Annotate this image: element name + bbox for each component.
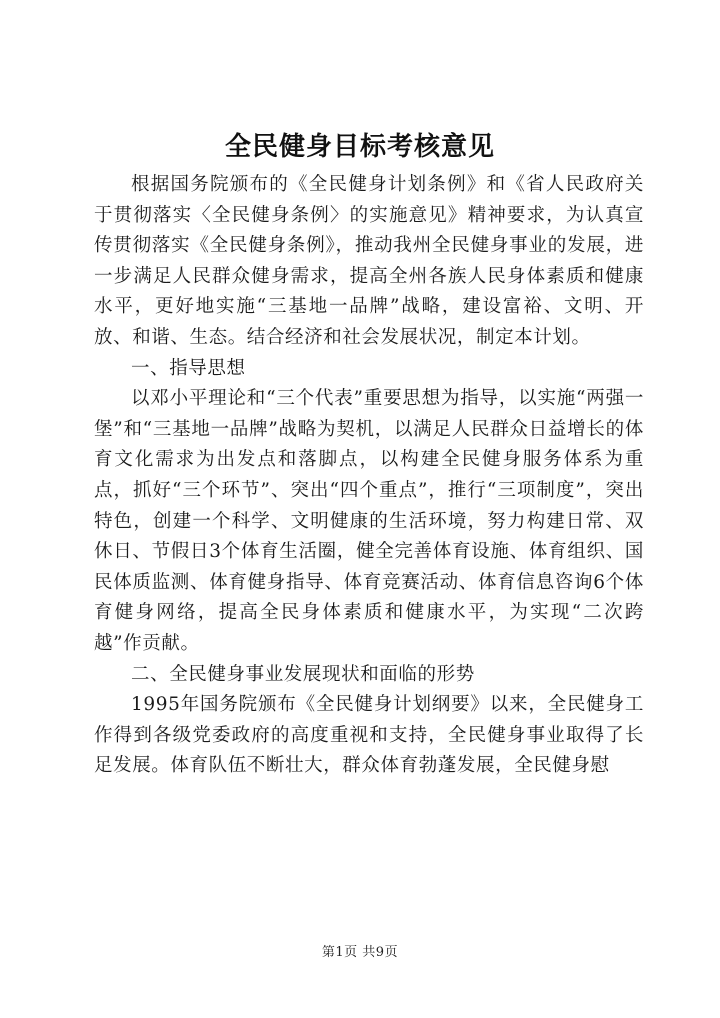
document-body xyxy=(94,170,644,782)
page-number-footer: 第1页 共9页 xyxy=(321,945,399,960)
section-heading-guiding-ideology: 一、指导思想 xyxy=(131,357,246,379)
section-heading-current-status: 二、全民健身事业发展现状和面临的形势 xyxy=(131,663,475,685)
guiding-ideology-paragraph: 以邓小平理论和“三个代表”重要思想为指导，以实施“两强一堡”和“三基地一品牌”战略为契机，以满足人民群众日益增长的体育文化需求为出发点和落脚点，以构建全民健身服务体系为重点，抓好“三个环节”、突出“四个重点”，推行“三项制度”，突出特色，创建一个科学、文明健康的生活环境，努力构建日常、双休日、节假日3个体育生活圈，健全完善体育设施、体育组织、国民体质监测、体育健身指导、体育竞赛活动、体育信息咨询6个体育健身网络，提高全民身体素质和健康水平，为实现“二次跨越”作贡献。 xyxy=(94,388,644,654)
intro-paragraph: 根据国务院颁布的《全民健身计划条例》和《省人民政府关于贯彻落实〈全民健身条例〉的实施意见》精神要求，为认真宣传贯彻落实《全民健身条例》，推动我州全民健身事业的发展，进一步满足人民群众健身需求，提高全州各族人民身体素质和健康水平，更好地实施“三基地一品牌”战略，建设富裕、文明、开放、和谐、生态。结合经济和社会发展状况，制定本计划。 xyxy=(94,174,644,348)
current-status-paragraph: 1995年国务院颁布《全民健身计划纲要》以来，全民健身工作得到各级党委政府的高度重视和支持，全民健身事业取得了长足发展。体育队伍不断壮大，群众体育勃蓬发展，全民健身慰 xyxy=(94,694,644,777)
document-title: 全民健身目标考核意见 xyxy=(224,132,495,162)
